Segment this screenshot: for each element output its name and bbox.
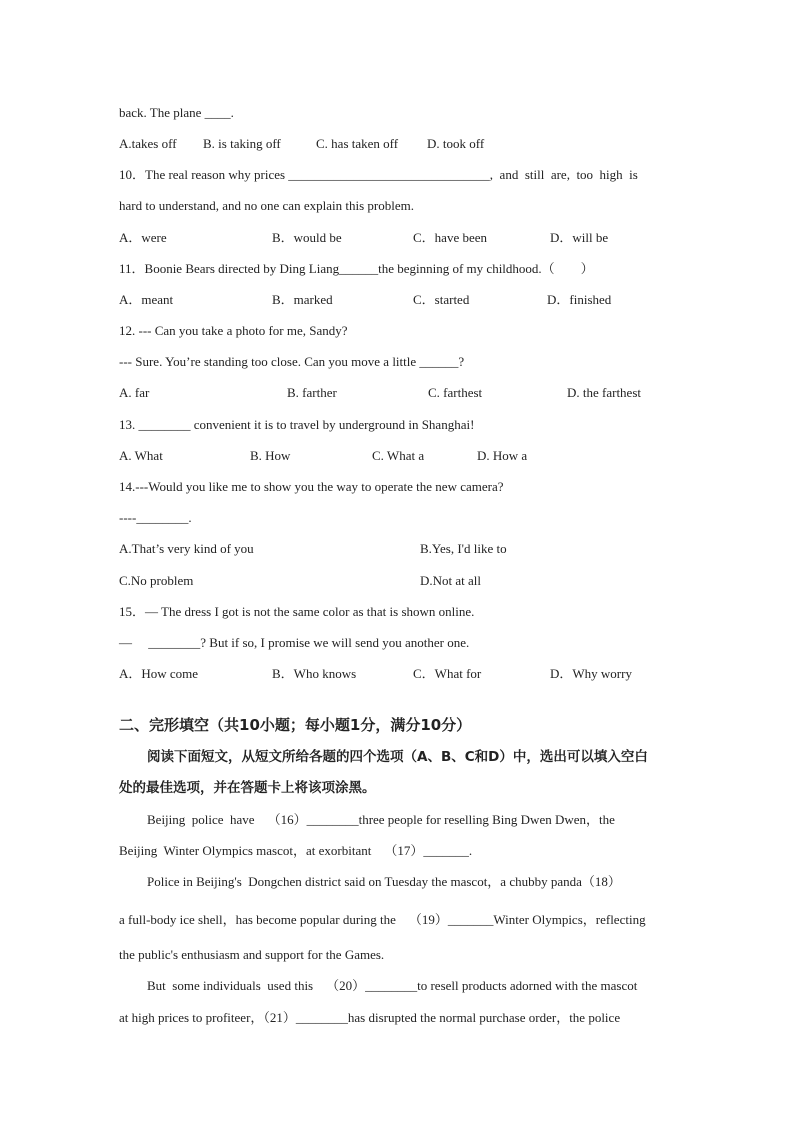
q11-option-a: A．meant [119, 292, 174, 307]
passage-para-3-line-1: But some individuals used this （20）________to resell products adorned with the mascot [147, 978, 638, 993]
passage-para-3-line-2: at high prices to profiteer，（21）________has disrupted the normal purchase order，the police [119, 1010, 621, 1025]
q15-option-c: C．What for [413, 666, 482, 681]
q14-option-a: A.That’s very kind of you [119, 541, 254, 556]
passage-para-2-line-2: a full-body ice shell，has become popular during the （19）_______Winter Olympics，reflecting [119, 912, 646, 927]
question-14-line-1: 14.---Would you like me to show you the way to operate the new camera? [119, 479, 504, 494]
question-11: 11．Boonie Bears directed by Ding Liang______the beginning of my childhood.（ ） [119, 261, 594, 276]
q13-option-c: C. What a [372, 448, 425, 463]
q15-option-a: A．How come [119, 666, 199, 681]
question-15-line-1: 15．— The dress I got is not the same color as that is shown online. [119, 604, 475, 619]
q12-option-a: A. far [119, 385, 150, 400]
q9-option-d: D. took off [427, 136, 485, 151]
q15-option-b: B．Who knows [272, 666, 357, 681]
q13-option-b: B. How [250, 448, 291, 463]
question-14-line-2: ----________. [119, 510, 192, 525]
section-2-heading: 二、完形填空（共10小题；每小题1分，满分10分） [119, 716, 472, 734]
q15-option-d: D．Why worry [550, 666, 632, 681]
q14-option-d: D.Not at all [420, 573, 482, 588]
q12-option-d: D. the farthest [567, 385, 642, 400]
q10-option-d: D．will be [550, 230, 609, 245]
q14-option-b: B.Yes, I'd like to [420, 541, 507, 556]
question-9-continuation: back. The plane ____. [119, 105, 234, 120]
question-13: 13. ________ convenient it is to travel by underground in Shanghai! [119, 417, 475, 432]
question-10-line-2: hard to understand, and no one can explain this problem. [119, 198, 414, 213]
question-12-line-2: --- Sure. You’re standing too close. Can you move a little ______? [119, 354, 465, 369]
passage-para-2-line-1: Police in Beijing's Dongchen district said on Tuesday the mascot，a chubby panda（18） [147, 874, 621, 889]
section-2-instructions-line-1: 阅读下面短文，从短文所给各题的四个选项（A、B、C和D）中，选出可以填入空白 [147, 749, 648, 765]
section-2-instructions-line-2: 处的最佳选项，并在答题卡上将该项涂黑。 [119, 780, 376, 796]
q13-option-a: A. What [119, 448, 163, 463]
question-15-line-2: — ________? But if so, I promise we will send you another one. [119, 635, 470, 650]
q9-option-c: C. has taken off [316, 136, 399, 151]
q11-option-c: C．started [413, 292, 470, 307]
passage-para-1-line-1: Beijing police have （16）________three people for reselling Bing Dwen Dwen，the [147, 812, 615, 827]
q14-option-c: C.No problem [119, 573, 194, 588]
q10-option-b: B．would be [272, 230, 342, 245]
q9-option-a: A.takes off [119, 136, 177, 151]
q11-option-b: B．marked [272, 292, 333, 307]
q12-option-b: B. farther [287, 385, 337, 400]
q11-option-d: D．finished [547, 292, 612, 307]
passage-para-1-line-2: Beijing Winter Olympics mascot，at exorbitant （17）_______. [119, 843, 473, 858]
question-12-line-1: 12. --- Can you take a photo for me, Sandy? [119, 323, 348, 338]
passage-para-2-line-3: the public's enthusiasm and support for the Games. [119, 947, 385, 962]
q10-option-c: C．have been [413, 230, 488, 245]
q12-option-c: C. farthest [428, 385, 483, 400]
question-10-line-1: 10．The real reason why prices _______________________________, and still are, too high is [119, 167, 638, 182]
q9-option-b: B. is taking off [203, 136, 281, 151]
q10-option-a: A．were [119, 230, 167, 245]
q13-option-d: D. How a [477, 448, 528, 463]
